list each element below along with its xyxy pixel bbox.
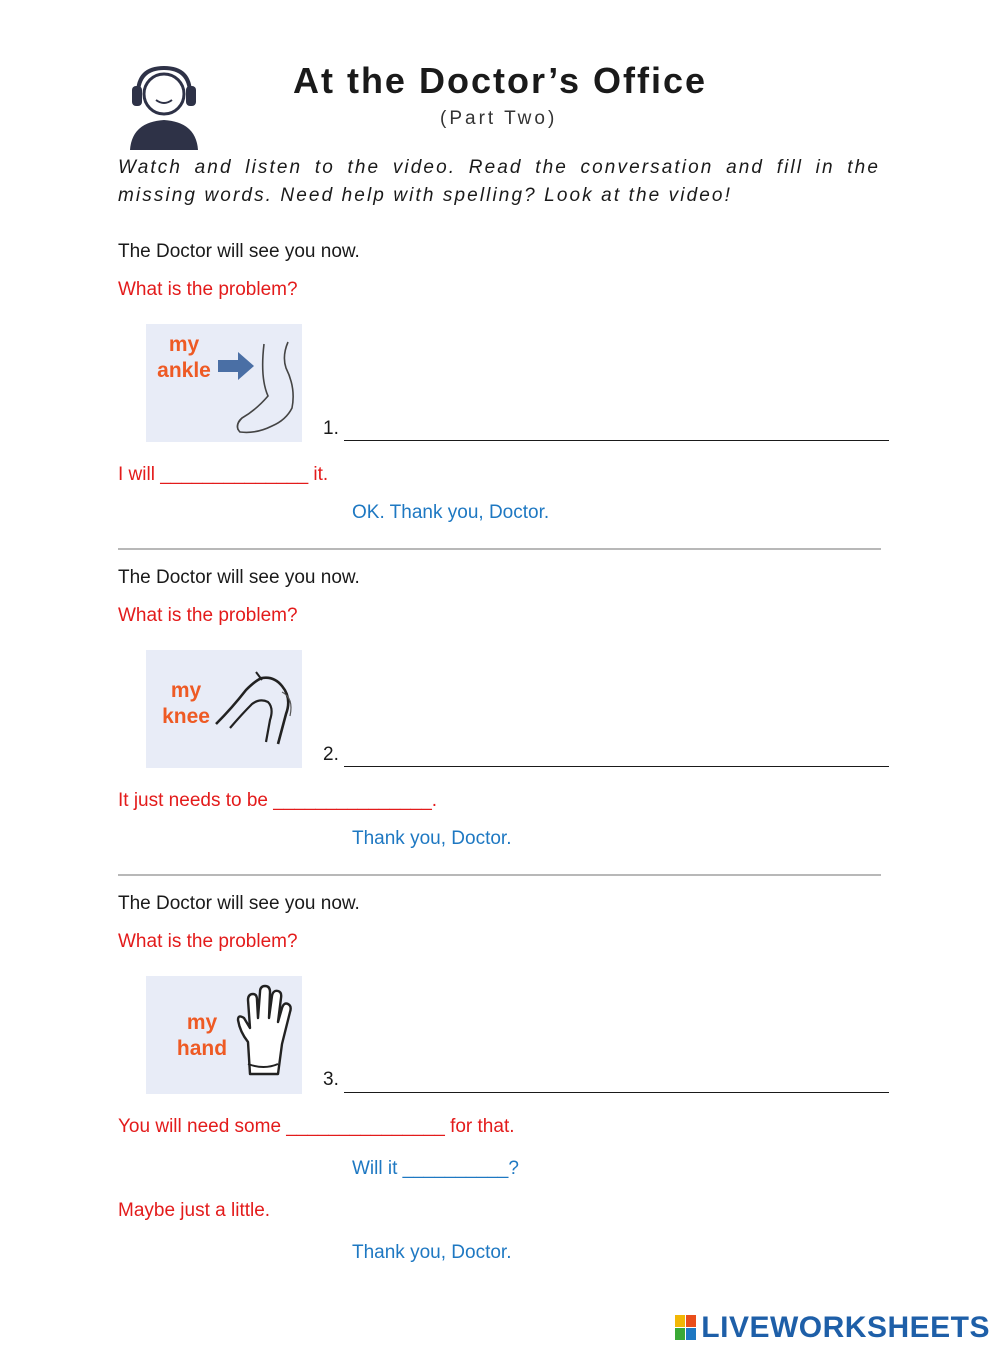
answer-1-line[interactable] — [344, 440, 889, 441]
section-1-intro: The Doctor will see you now. — [118, 241, 360, 262]
hand-icon — [230, 982, 294, 1082]
picture-word-knee: knee — [162, 705, 210, 728]
answer-3-number: 3. — [323, 1069, 339, 1090]
page-title: At the Doctor’s Office — [292, 60, 708, 101]
liveworksheets-logo-icon — [675, 1315, 697, 1341]
answer-2-line[interactable] — [344, 766, 889, 767]
ankle-picture — [146, 324, 302, 442]
section-3-intro: The Doctor will see you now. — [118, 893, 360, 914]
picture-word-hand: hand — [176, 1037, 228, 1060]
section-3-question: What is the problem? — [118, 931, 298, 952]
ankle-foot-icon — [216, 338, 302, 438]
brand-name: LIVEWORKSHEETS — [701, 1311, 990, 1344]
section-2-question: What is the problem? — [118, 605, 298, 626]
section-2-doctor-line: It just needs to be _______________. — [118, 790, 438, 811]
knee-icon — [212, 668, 300, 748]
picture-word-ankle: ankle — [157, 359, 211, 382]
answer-2-number: 2. — [323, 744, 339, 765]
section-2-intro: The Doctor will see you now. — [118, 567, 360, 588]
liveworksheets-logo — [675, 1311, 990, 1345]
section-3-patient-line: Will it __________? — [352, 1158, 519, 1179]
instructions: Watch and listen to the video. Read the conversation and fill in the missing words. Need help with spelling? Look at the video! — [118, 157, 880, 206]
answer-3-line[interactable] — [344, 1092, 889, 1093]
page-subtitle: (Part Two) — [440, 108, 558, 129]
answer-1-number: 1. — [323, 418, 339, 439]
section-1-doctor-line: I will ______________ it. — [118, 464, 329, 485]
hand-picture — [146, 976, 302, 1094]
section-2-patient-line: Thank you, Doctor. — [352, 828, 512, 849]
picture-word-my: my — [168, 333, 200, 356]
picture-word-my: my — [186, 1011, 218, 1034]
section-3-patient-line-2: Thank you, Doctor. — [352, 1242, 512, 1263]
divider-1 — [118, 548, 881, 550]
picture-word-my: my — [170, 679, 202, 702]
section-3-doctor-line-2: Maybe just a little. — [118, 1200, 271, 1221]
section-1-patient-line: OK. Thank you, Doctor. — [352, 502, 550, 523]
section-3-doctor-line: You will need some _______________ for that. — [118, 1116, 515, 1137]
divider-2 — [118, 874, 881, 876]
section-1-question: What is the problem? — [118, 279, 298, 300]
knee-picture — [146, 650, 302, 768]
